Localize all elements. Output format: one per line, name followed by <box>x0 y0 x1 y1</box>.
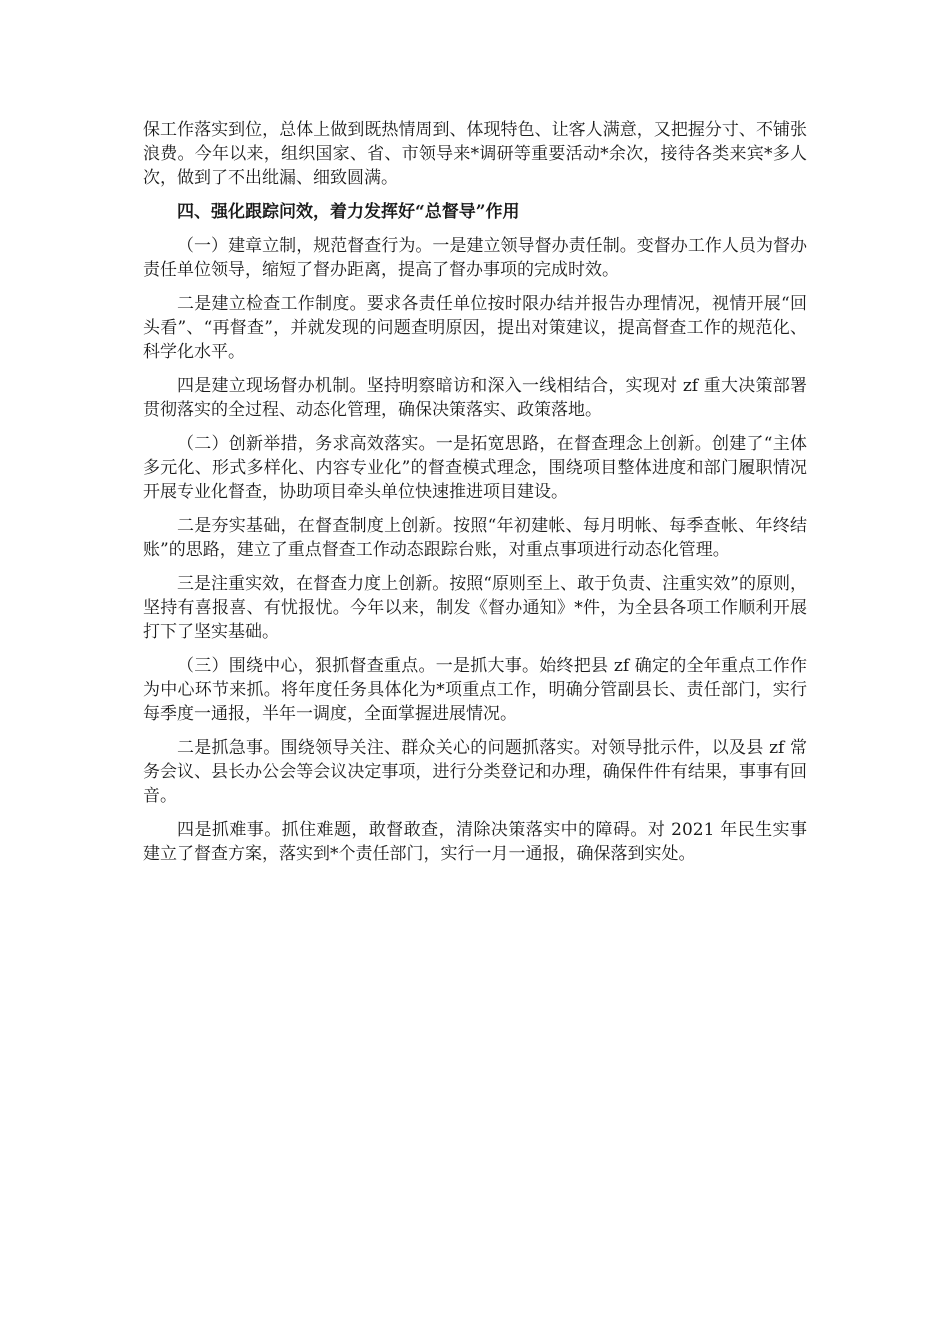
paragraph: 二是建立检查工作制度。要求各责任单位按时限办结并报告办理情况，视情开展“回头看”、“再督查”，并就发现的问题查明原因，提出对策建议，提高督查工作的规范化、科学化水平。 <box>143 294 807 362</box>
paragraph-continuation: 保工作落实到位，总体上做到既热情周到、体现特色、让客人满意，又把握分寸、不铺张浪费。今年以来，组织国家、省、市领导来*调研等重要活动*余次，接待各类来宾*多人次，做到了不出纰漏、细致圆满。 <box>143 120 807 188</box>
paragraph: （三）围绕中心，狠抓督查重点。一是抓大事。始终把县 zf 确定的全年重点工作作为中心环节来抓。将年度任务具体化为*项重点工作，明确分管副县长、责任部门，实行每季度一通报，半年一调度，全面掌握进展情况。 <box>143 656 807 724</box>
paragraph: 四是抓难事。抓住难题，敢督敢查，清除决策落实中的障碍。对 2021 年民生实事建立了督查方案，落实到*个责任部门，实行一月一通报，确保落到实处。 <box>143 820 807 864</box>
paragraph: 二是抓急事。围绕领导关注、群众关心的问题抓落实。对领导批示件，以及县 zf 常务会议、县长办公会等会议决定事项，进行分类登记和办理，确保件件有结果，事事有回音。 <box>143 738 807 806</box>
paragraph: （一）建章立制，规范督查行为。一是建立领导督办责任制。变督办工作人员为督办责任单位领导，缩短了督办距离，提高了督办事项的完成时效。 <box>143 236 807 280</box>
paragraph: （二）创新举措，务求高效落实。一是拓宽思路，在督查理念上创新。创建了“主体多元化、形式多样化、内容专业化”的督查模式理念，围绕项目整体进度和部门履职情况开展专业化督查，协助项目牵头单位快速推进项目建设。 <box>143 434 807 502</box>
paragraph: 四是建立现场督办机制。坚持明察暗访和深入一线相结合，实现对 zf 重大决策部署贯彻落实的全过程、动态化管理，确保决策落实、政策落地。 <box>143 376 807 420</box>
section-heading: 四、强化跟踪问效，着力发挥好“总督导”作用 <box>177 202 520 222</box>
document-body <box>143 118 807 876</box>
paragraph: 三是注重实效，在督查力度上创新。按照“原则至上、敢于负责、注重实效”的原则，坚持有喜报喜、有忧报忧。今年以来，制发《督办通知》*件，为全县各项工作顺利开展打下了坚实基础。 <box>143 574 807 642</box>
paragraph: 二是夯实基础，在督查制度上创新。按照“年初建帐、每月明帐、每季查帐、年终结账”的思路，建立了重点督查工作动态跟踪台账，对重点事项进行动态化管理。 <box>143 516 807 560</box>
